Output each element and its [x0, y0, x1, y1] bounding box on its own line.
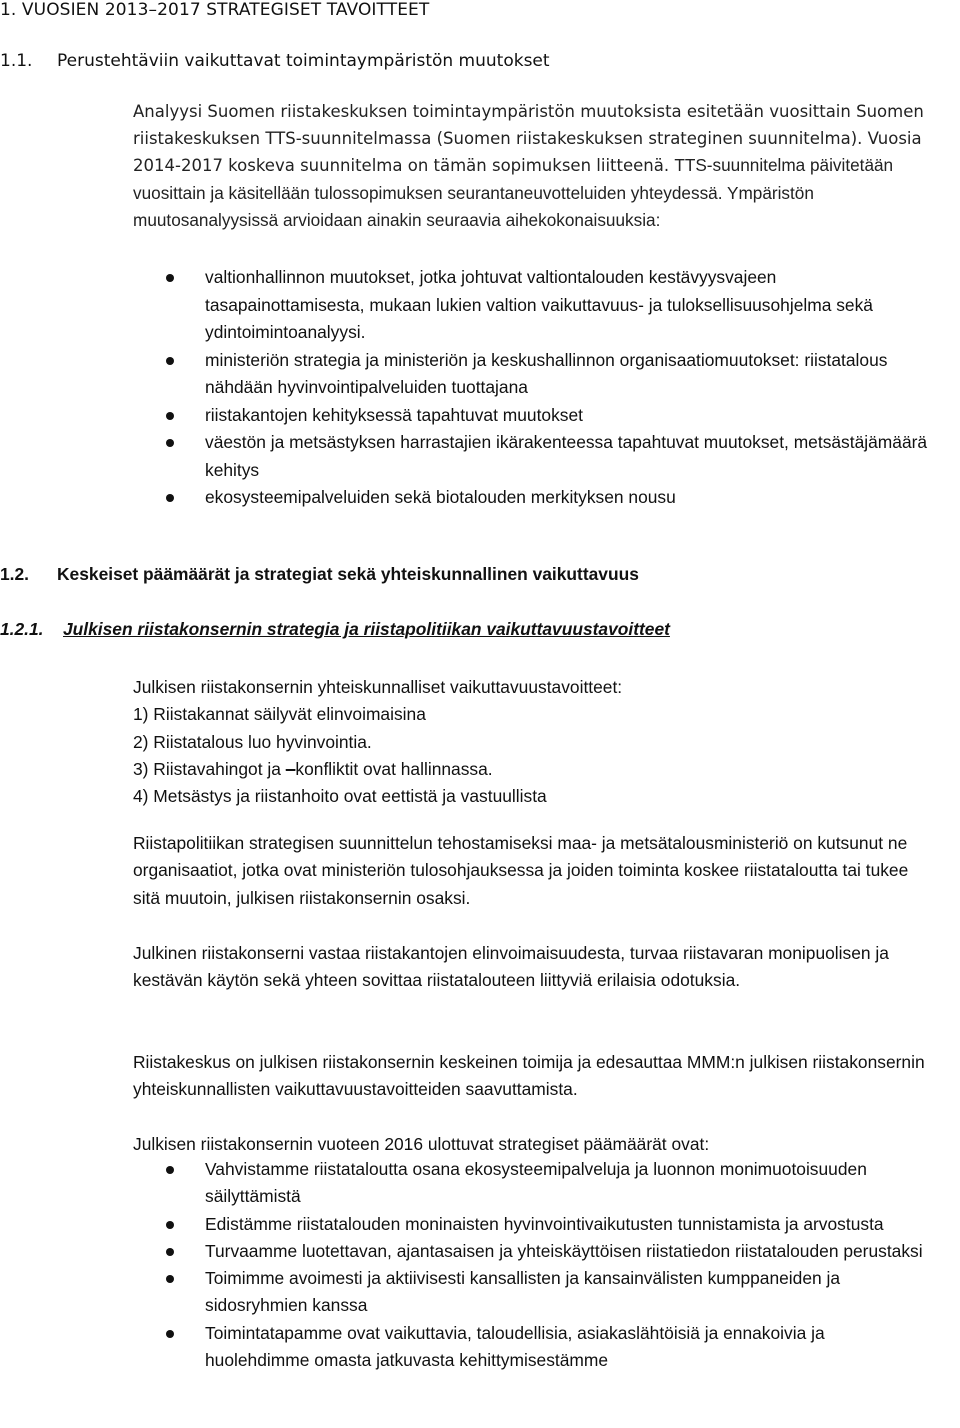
bullet-icon	[166, 439, 174, 447]
list-item	[133, 429, 933, 484]
section-heading-1-2	[0, 564, 639, 585]
list-item	[133, 402, 933, 430]
bullet-icon	[166, 412, 174, 420]
section-heading-1-2-1	[0, 619, 670, 640]
list-item-text: väestön ja metsästyksen harrastajien ikärakenteessa tapahtuvat muutokset, metsästäjämäärä kehitys	[205, 432, 928, 480]
list-item	[133, 1156, 933, 1211]
section-title: Perustehtäviin vaikuttavat toimintaympäristön muutokset	[57, 51, 550, 71]
paragraph: Julkisen riistakonsernin vuoteen 2016 ulottuvat strategiset päämäärät ovat:	[133, 1134, 710, 1154]
intro-text-part1: Analyysi Suomen riistakeskuksen toimintaympäristön muutoksista esitetään vuosittain Suomen riistakeskuksen TTS-suunnitelmassa (Suomen riistakeskuksen strateginen suunnitelma). Vuosia 2014-2017 koskeva suunnitelma on tämän sopimuksen liitteenä.	[133, 102, 924, 176]
intro-paragraph	[133, 98, 958, 234]
list-item-text: riistakantojen kehityksessä tapahtuvat muutokset	[205, 404, 583, 425]
bullet-icon	[166, 1275, 174, 1283]
goal-item	[133, 756, 933, 783]
bullet-icon	[166, 1221, 174, 1229]
list-item-text: ekosysteemipalveluiden sekä biotalouden merkityksen nousu	[205, 487, 676, 507]
bullet-icon	[166, 1330, 174, 1338]
list-item	[133, 264, 933, 347]
paragraph: Julkinen riistakonserni vastaa riistakantojen elinvoimaisuudesta, turvaa riistavaran monipuolisen ja kestävän käytön sekä yhteen sovittaa riistatalouteen liittyviä erilaisia odotuksia.	[133, 943, 889, 991]
analysis-topics-list	[133, 264, 933, 512]
list-item-text: Turvaamme luotettavan, ajantasaisen ja yhteiskäyttöisen riistatiedon riistatalouden perustaksi	[205, 1240, 923, 1261]
goal-item-text: konfliktit ovat hallinnassa.	[295, 758, 493, 779]
goal-item: 4) Metsästys ja riistanhoito ovat eettistä ja vastuullista	[133, 786, 547, 807]
goal-item-text: 3) Riistavahingot ja	[133, 758, 286, 779]
paragraph: Riistapolitiikan strategisen suunnittelun tehostamiseksi maa- ja metsätalousministeriö on kutsunut ne organisaatiot, jotka ovat ministeriön tulosohjauksessa ja joiden toiminta koskee riistataloutta tai tukee sitä muutoin, julkisen riistakonsernin osaksi.	[133, 833, 909, 908]
strikethrough-text: –	[285, 758, 296, 779]
impact-goals	[133, 674, 933, 810]
bullet-icon	[166, 1166, 174, 1174]
list-item	[133, 347, 933, 402]
intro-text-part2: TTS-suunnitelma päivitetään vuosittain ja käsitellään tulossopimuksen seurantaneuvotteluiden yhteydessä. Ympäristön muutosanalyysissä arvioidaan ainakin seuraavia aihekokonaisuuksia:	[133, 155, 894, 230]
section-heading-1-1	[0, 51, 550, 71]
list-item-text: Vahvistamme riistataloutta osana ekosysteemipalveluja ja luonnon monimuotoisuuden säilyttämistä	[205, 1159, 867, 1207]
bullet-icon	[166, 357, 174, 365]
list-item	[133, 1265, 933, 1320]
goals-intro: Julkisen riistakonsernin yhteiskunnalliset vaikuttavuustavoitteet:	[133, 677, 623, 697]
list-item	[133, 1238, 933, 1265]
goal-item: 1) Riistakannat säilyvät elinvoimaisina	[133, 704, 426, 725]
list-item	[133, 1211, 933, 1238]
section-title: Julkisen riistakonsernin strategia ja riistapolitiikan vaikuttavuustavoitteet	[63, 619, 670, 639]
bullet-icon	[166, 274, 174, 282]
bullet-icon	[166, 494, 174, 502]
list-item	[133, 1320, 933, 1375]
list-item-text: Toimimme avoimesti ja aktiivisesti kansallisten ja kansainvälisten kumppaneiden ja sidosryhmien kanssa	[205, 1268, 841, 1316]
list-item	[133, 484, 933, 512]
goal-item: 2) Riistatalous luo hyvinvointia.	[133, 731, 372, 752]
paragraph: Riistakeskus on julkisen riistakonsernin keskeinen toimija ja edesauttaa MMM:n julkisen riistakonsernin yhteiskunnallisten vaikuttavuustavoitteiden saavuttamista.	[133, 1052, 925, 1100]
list-item-text: Toimintatapamme ovat vaikuttavia, taloudellisia, asiakaslähtöisiä ja ennakoivia ja huolehdimme omasta jatkuvasta kehittymisestämme	[205, 1322, 825, 1371]
list-item-text: valtionhallinnon muutokset, jotka johtuvat valtiontalouden kestävyysvajeen tasapainottamisesta, mukaan lukien valtion vaikuttavuus- ja tuloksellisuusohjelma sekä ydintoimintoanalyysi.	[205, 267, 873, 342]
section-number: 1.1.	[0, 51, 33, 71]
list-item-text: Edistämme riistatalouden moninaisten hyvinvointivaikutusten tunnistamista ja arvostusta	[205, 1213, 884, 1234]
section-number: 1.2.1.	[0, 619, 44, 639]
bullet-icon	[166, 1248, 174, 1256]
section-title: Keskeiset päämäärät ja strategiat sekä yhteiskunnallinen vaikuttavuus	[57, 564, 639, 584]
strategic-goals-list	[133, 1156, 933, 1374]
list-item-text: ministeriön strategia ja ministeriön ja keskushallinnon organisaatiomuutokset: riistatalous nähdään hyvinvointipalveluiden tuottajana	[205, 349, 888, 397]
section-number: 1.2.	[0, 564, 30, 584]
chapter-heading: 1. VUOSIEN 2013–2017 STRATEGISET TAVOITTEET	[0, 0, 430, 20]
